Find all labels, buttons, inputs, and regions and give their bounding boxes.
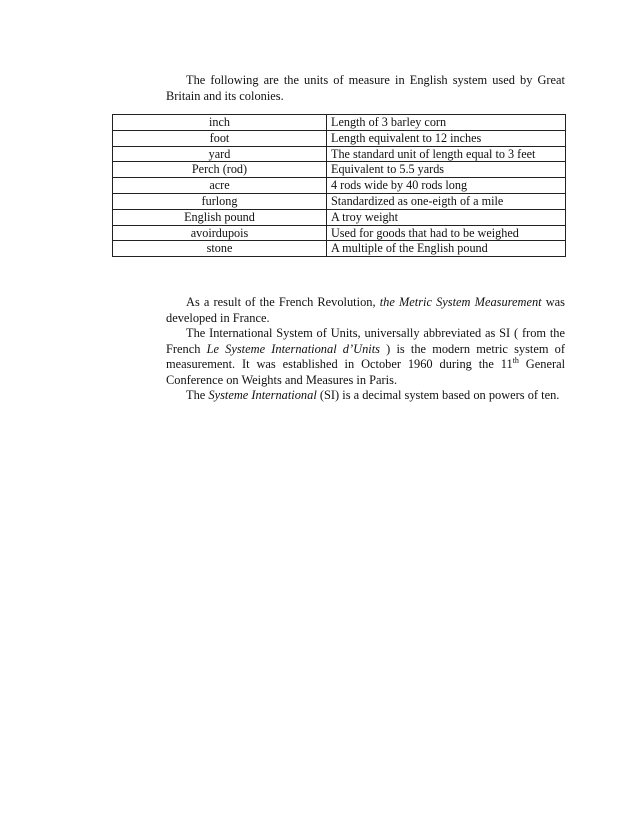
metric-system-paragraph [166,295,565,326]
si-decimal-paragraph [166,388,565,404]
unit-description-cell: A multiple of the English pound [327,241,566,257]
unit-name-cell: stone [113,241,327,257]
table-row [113,162,566,178]
p2-emphasis: Le Systeme International d’Units [206,341,380,356]
unit-name-cell: avoirdupois [113,225,327,241]
table-row [113,130,566,146]
body-text [166,295,565,404]
unit-description-cell: Length equivalent to 12 inches [327,130,566,146]
table-row [113,209,566,225]
unit-description-cell: Standardized as one-eigth of a mile [327,193,566,209]
table-row [113,146,566,162]
table-row [113,241,566,257]
intro-paragraph: The following are the units of measure in English system used by Great Britain and its colonies. [166,73,565,103]
p3-text-after: (SI) is a decimal system based on powers of ten. [316,388,560,402]
si-definition-paragraph [166,326,565,388]
unit-name-cell: acre [113,178,327,194]
p2-text-before: The International System of Units, universally abbreviated as SI ( from the French [166,326,565,356]
unit-name-cell: yard [113,146,327,162]
table-row [113,225,566,241]
unit-description-cell: Length of 3 barley corn [327,115,566,131]
unit-name-cell: English pound [113,209,327,225]
p1-emphasis: the Metric System Measurement [379,295,542,309]
p3-text-before: The [186,388,209,402]
unit-description-cell: 4 rods wide by 40 rods long [327,178,566,194]
unit-description-cell: Used for goods that had to be weighed [327,225,566,241]
table-row [113,115,566,131]
unit-description-cell: A troy weight [327,209,566,225]
intro-block [166,73,565,104]
unit-description-cell: Equivalent to 5.5 yards [327,162,566,178]
p2-superscript: th [512,355,519,365]
p3-emphasis: Systeme International [208,388,317,402]
p2-text-middle: ) is the modern metric system of measurement. It was established in October 1960 during the 11 [166,341,565,371]
p2-text-after: General Conference on Weights and Measures in Paris. [166,357,566,387]
p1-text-after: was developed in France. [166,295,565,325]
english-units-table [112,114,566,257]
unit-description-cell: The standard unit of length equal to 3 feet [327,146,566,162]
units-table-body [113,115,566,257]
unit-name-cell: Perch (rod) [113,162,327,178]
unit-name-cell: furlong [113,193,327,209]
table-row [113,178,566,194]
unit-name-cell: inch [113,115,327,131]
table-row [113,193,566,209]
p1-text-before: As a result of the French Revolution, [186,295,380,309]
unit-name-cell: foot [113,130,327,146]
